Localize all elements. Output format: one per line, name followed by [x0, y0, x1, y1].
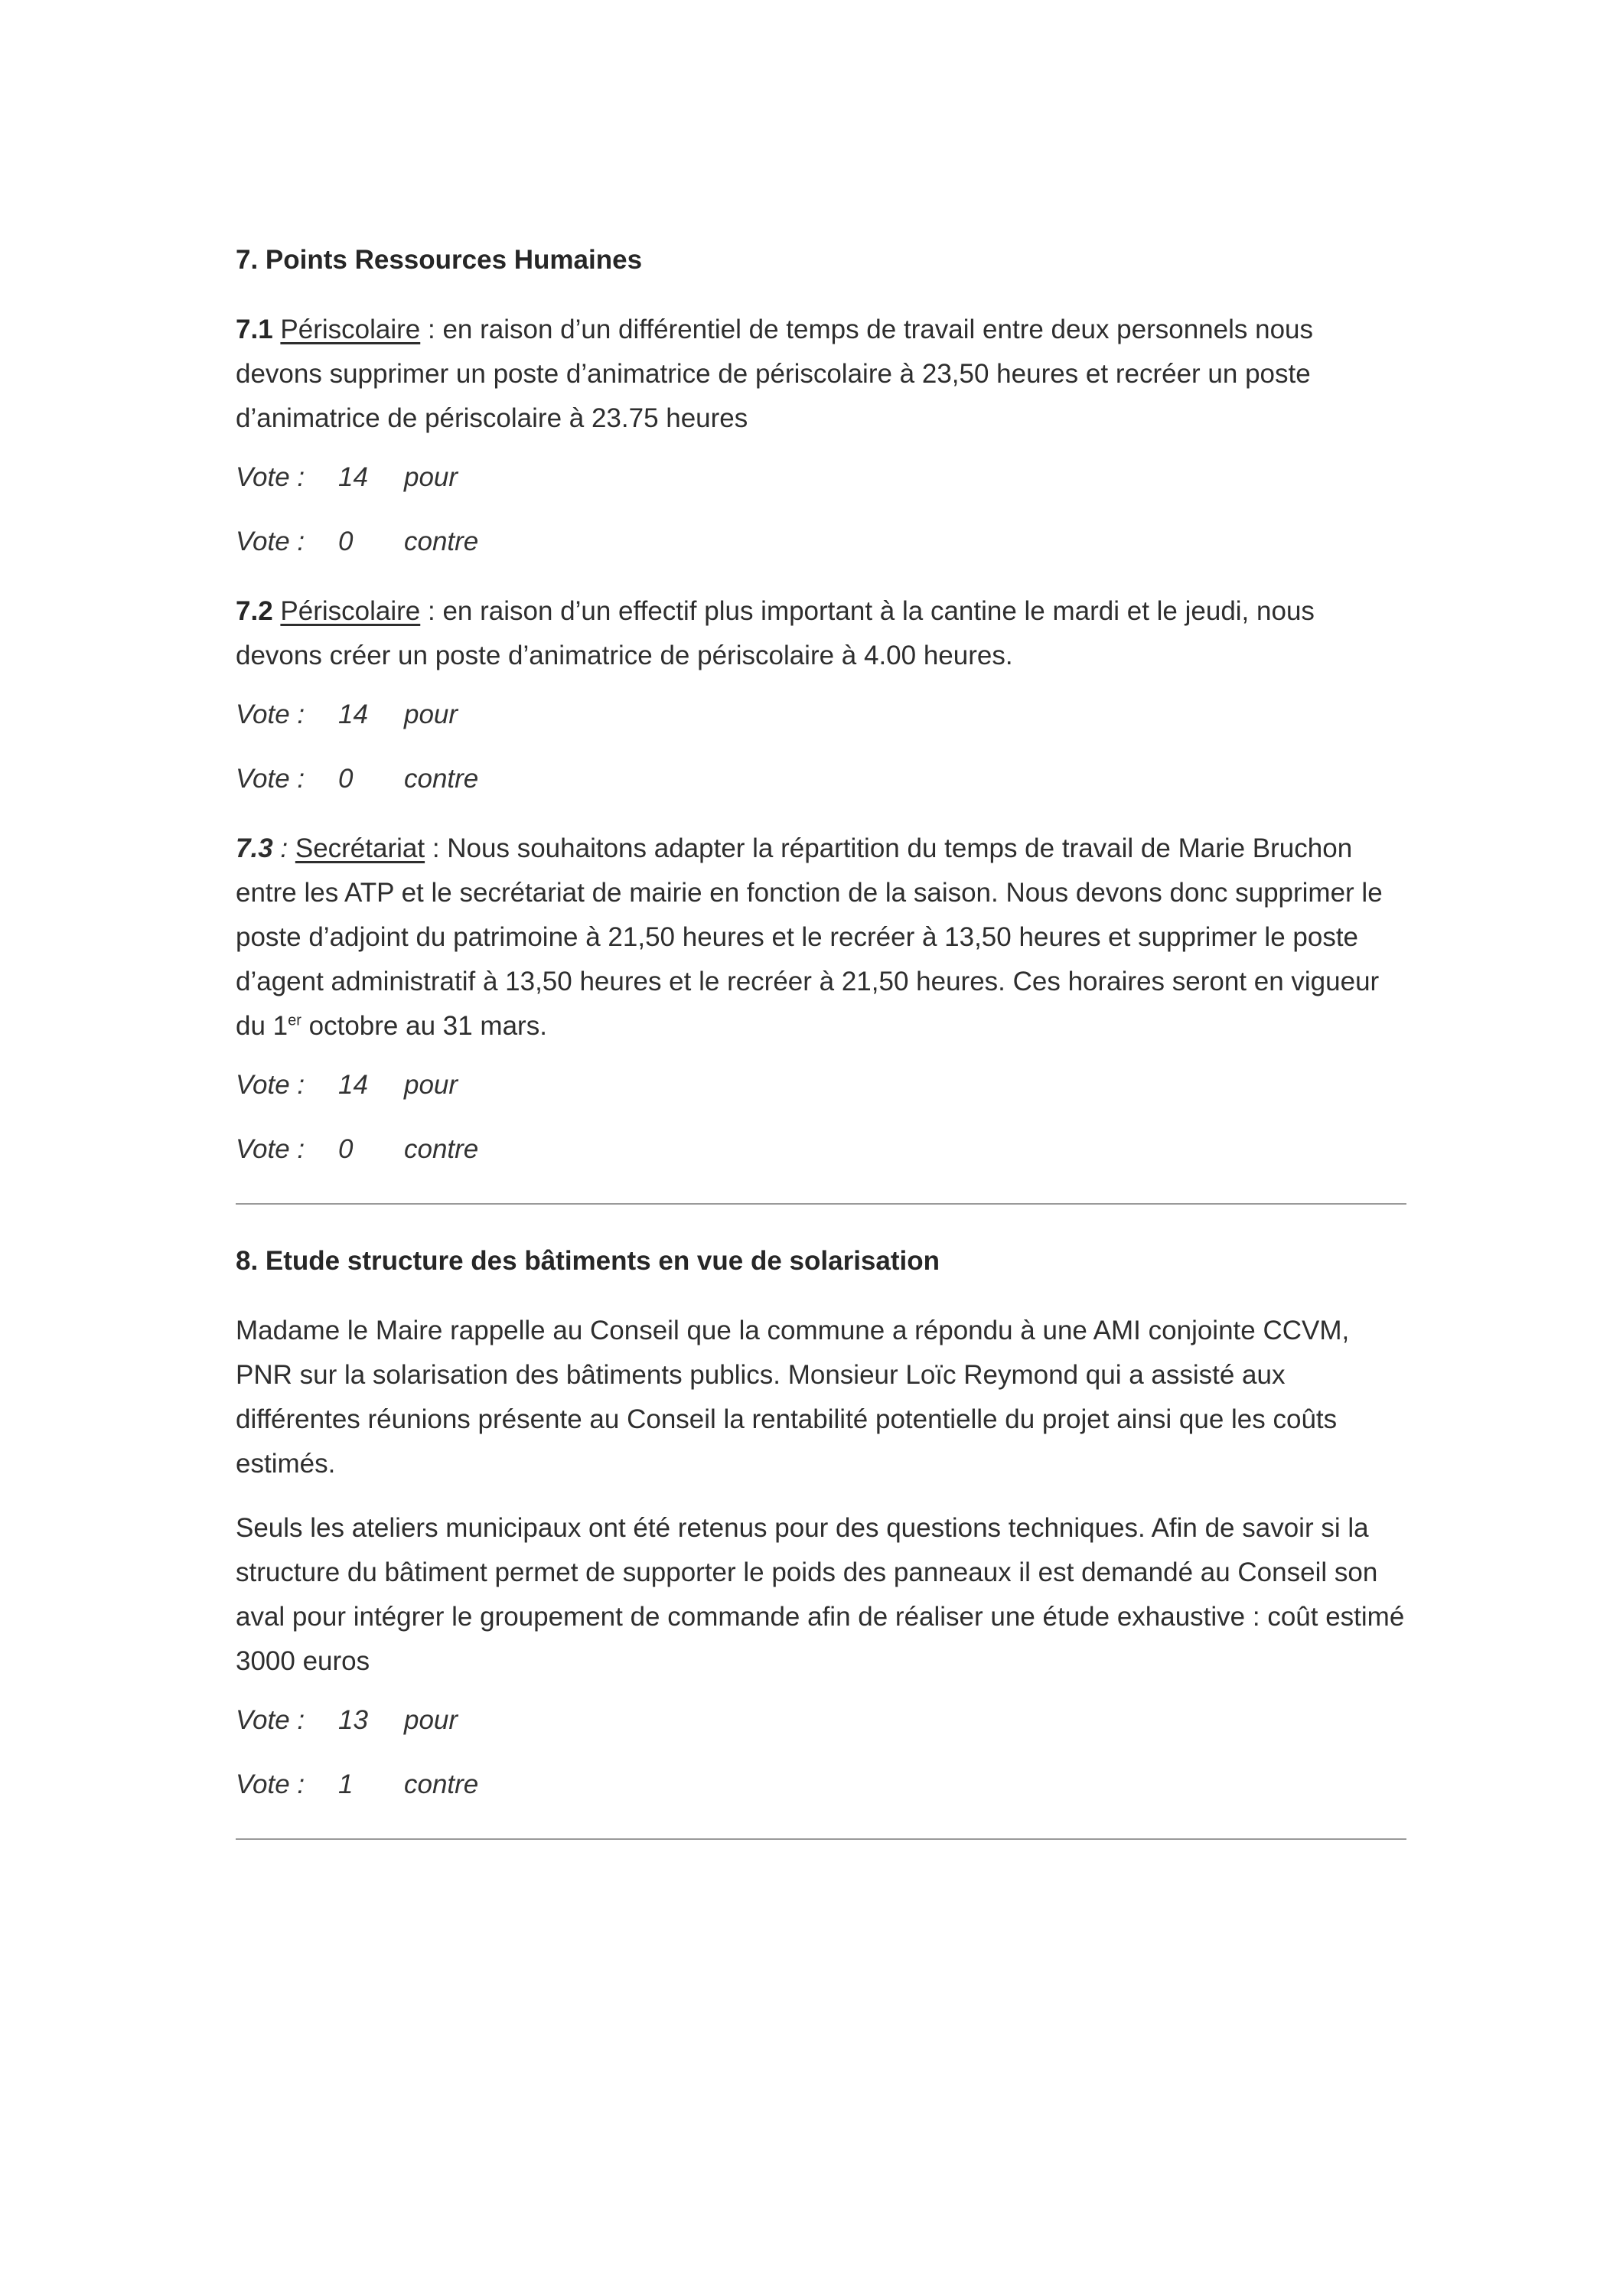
vote-label: Vote :	[236, 527, 305, 556]
section-divider	[236, 1838, 1406, 1840]
vote-line	[236, 1768, 1406, 1802]
vote-label: Vote :	[236, 700, 305, 729]
item-7-3-text: Nous souhaitons adapter la répartition du temps de travail de Marie Bruchon entre les ATP et le secrétariat de mairie en fonction de la saison. Nous devons donc supprimer le poste d’adjoint du patrimoine à 21,50 heures et le recréer à 13,50 heures et supprimer le poste d’agent administratif à 13,50 heures et le recréer à 21,50 heures. Ces horaires seront en vigueur du 1	[236, 833, 1383, 1041]
vote-count: 1	[338, 1769, 354, 1799]
vote-count: 14	[338, 462, 368, 492]
vote-count: 0	[338, 1134, 354, 1164]
vote-line	[236, 1133, 1406, 1166]
vote-label: Vote :	[236, 1705, 305, 1735]
vote-label: Vote :	[236, 1070, 305, 1100]
item-7-3-superscript: er	[288, 1012, 301, 1029]
minutes-content	[236, 243, 1406, 1880]
item-7-2-paragraph	[236, 589, 1406, 678]
vote-word: pour	[404, 1070, 458, 1100]
item-7-2-label: Périscolaire	[280, 596, 421, 626]
item-7-3-separator: :	[425, 833, 448, 863]
vote-label: Vote :	[236, 1134, 305, 1164]
item-7-3-number: 7.3	[236, 833, 273, 863]
section-7-title: 7. Points Ressources Humaines	[236, 245, 643, 275]
section-divider	[236, 1203, 1406, 1205]
section-8-paragraph-1: Madame le Maire rappelle au Conseil que la commune a répondu à une AMI conjointe CCVM, PNR sur la solarisation des bâtiments publics. Monsieur Loïc Reymond qui a assisté aux différentes réunions présente au Conseil la rentabilité potentielle du projet ainsi que les coûts estimés.	[236, 1316, 1350, 1479]
item-7-1-paragraph	[236, 308, 1406, 441]
vote-line	[236, 525, 1406, 559]
vote-count: 0	[338, 527, 354, 556]
item-7-1-text: en raison d’un différentiel de temps de travail entre deux personnels nous devons supprimer un poste d’animatrice de périscolaire à 23,50 heures et recréer un poste d’animatrice de périscolaire à 23.75 heures	[236, 315, 1314, 433]
vote-word: pour	[404, 1705, 458, 1735]
vote-label: Vote :	[236, 764, 305, 794]
item-7-3-number-separator: :	[272, 833, 295, 863]
section-8-title: 8. Etude structure des bâtiments en vue de solarisation	[236, 1246, 940, 1276]
item-7-3-paragraph	[236, 827, 1406, 1049]
vote-line	[236, 1068, 1406, 1102]
item-7-2-number: 7.2	[236, 596, 273, 626]
item-7-3-text-end: octobre au 31 mars.	[301, 1011, 547, 1041]
vote-word: contre	[404, 764, 479, 794]
vote-line	[236, 762, 1406, 796]
item-7-3-label: Secrétariat	[295, 833, 425, 863]
vote-line	[236, 698, 1406, 732]
vote-count: 14	[338, 700, 368, 729]
vote-word: contre	[404, 527, 479, 556]
vote-label: Vote :	[236, 462, 305, 492]
item-7-2-separator: :	[420, 596, 443, 626]
vote-count: 13	[338, 1705, 368, 1735]
vote-word: contre	[404, 1769, 479, 1799]
vote-count: 0	[338, 764, 354, 794]
vote-word: pour	[404, 462, 458, 492]
item-7-1-number: 7.1	[236, 315, 273, 344]
vote-line	[236, 461, 1406, 494]
item-7-1-label: Périscolaire	[280, 315, 421, 344]
item-7-1-separator: :	[420, 315, 443, 344]
vote-label: Vote :	[236, 1769, 305, 1799]
section-8-paragraph-2: Seuls les ateliers municipaux ont été retenus pour des questions techniques. Afin de savoir si la structure du bâtiment permet de supporter le poids des panneaux il est demandé au Conseil son aval pour intégrer le groupement de commande afin de réaliser une étude exhaustive : coût estimé 3000 euros	[236, 1513, 1405, 1676]
vote-line	[236, 1704, 1406, 1737]
vote-word: contre	[404, 1134, 479, 1164]
vote-word: pour	[404, 700, 458, 729]
item-7-2-text: en raison d’un effectif plus important à la cantine le mardi et le jeudi, nous devons créer un poste d’animatrice de périscolaire à 4.00 heures.	[236, 596, 1315, 670]
vote-count: 14	[338, 1070, 368, 1100]
